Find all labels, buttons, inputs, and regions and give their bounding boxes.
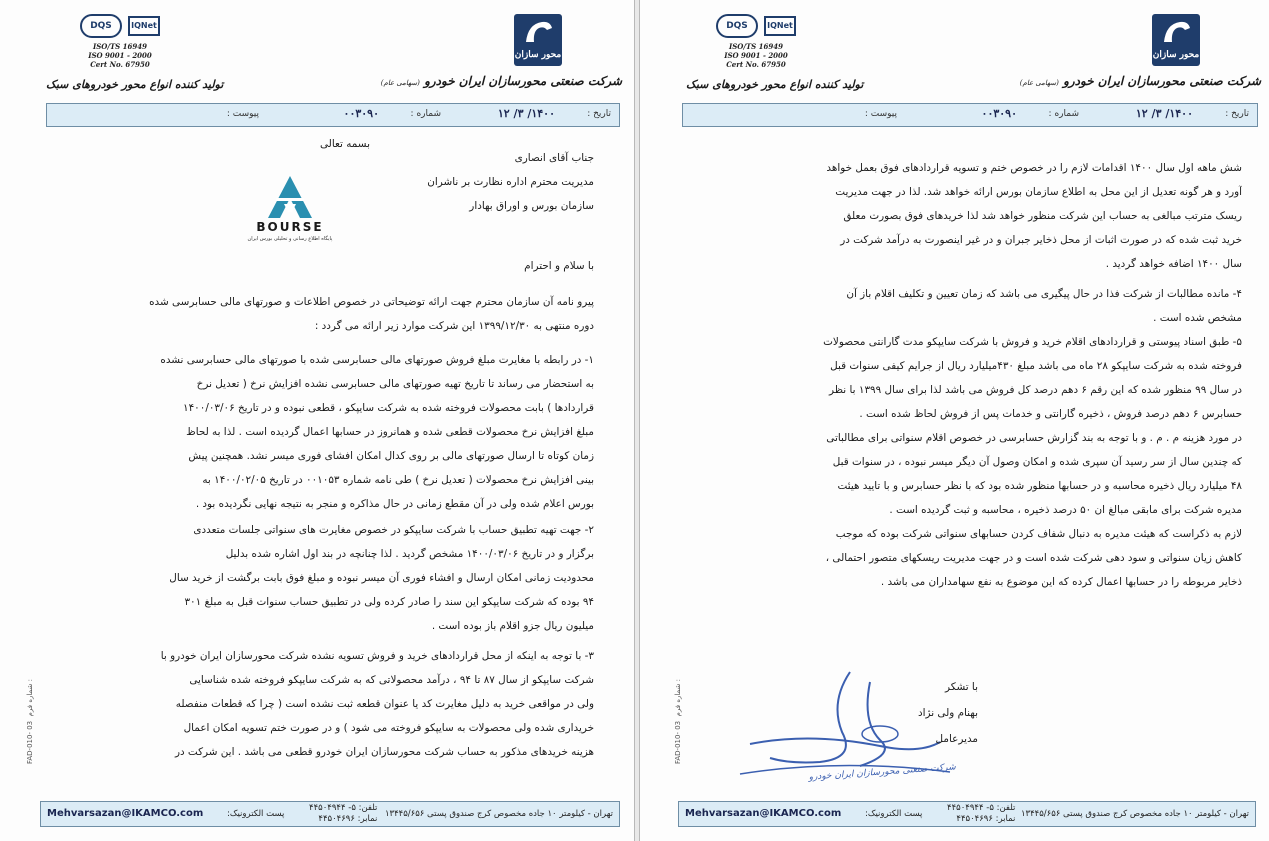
- text-line: ۴- مانده مطالبات از شرکت فذا در حال پیگیری می باشد که زمان تعیین و تکلیف اقلام باز آن: [846, 288, 1242, 300]
- company-slogan: تولید کننده انواع محور خودروهای سبک: [46, 78, 224, 91]
- item-1: [46, 348, 594, 516]
- intro-paragraph: [46, 290, 594, 338]
- text-line: ۴۸ میلیارد ریال ذخیره محاسبه و در حسابها منظور شده بود که با نظر حسابرس و با تایید هیئت: [837, 480, 1242, 492]
- text-line: مبلغ افزایش نرخ محصولات قطعی شده و همانروز در حسابها اعمال گردیده است . لذا به لحاظ: [186, 426, 594, 438]
- text-line: در سال ۹۹ منظور شده که این رقم ۶ دهم درصد کل فروش می باشد لذا برای سال ۱۳۹۹ با نظر: [829, 384, 1242, 396]
- number-value: ۰۰۳۰۹۰: [343, 107, 379, 120]
- footer-phone: تلفن: ۵- ۴۴۵۰۴۹۴۴: [947, 803, 1016, 813]
- text-line: ریسک مترتب مبالغی به حساب این شرکت منظور خواهد شد لذا خریدهای فوق بصورت معلق: [843, 210, 1242, 222]
- dqs-logo: DQS: [716, 14, 758, 38]
- closing-text: با تشکر: [945, 681, 978, 693]
- item-2: [46, 518, 594, 638]
- company-stamp: شرکت صنعتی محورسازان ایران خودرو: [808, 762, 957, 783]
- text-line: که چندین سال از سر رسید آن سپری شده و امکان وصول آن دیگر میسر نبوده ، در سنوات قبل: [832, 456, 1242, 468]
- iso-line: ISO 9001 - 2000: [724, 51, 788, 60]
- recipient-line: سازمان بورس و اوراق بهادار: [469, 200, 594, 212]
- company-name: [381, 74, 622, 88]
- text-line: مدیره شرکت برای مابقی مبالغ ان ۵۰ درصد ذخیره ، محاسبه و ثبت گردیده است .: [889, 504, 1242, 516]
- text-line: ۹۴ بوده که شرکت سایپکو این سند را صادر کرده ولی در تطبیق حساب سنوات قبل به مبلغ ۳۰۱: [184, 596, 594, 608]
- text-line: قراردادها ) بابت محصولات فروخته شده به شرکت سایپکو ، قطعی نبوده و در تاریخ ۱۴۰۰/۰۳/۰۶: [183, 402, 594, 414]
- text-line: فروخته شده به شرکت سایپکو ۲۸ ماه می باشد مبلغ ۴۳۰میلیارد ریال از جرایم کیفی سنوات قبل: [830, 360, 1242, 372]
- text-line: شرکت سایپکو از سال ۸۷ تا ۹۴ ، درآمد محصولاتی که به شرکت سایپکو فروخته شده شناسایی: [189, 674, 594, 686]
- footer-email-label: پست الکترونیک:: [227, 809, 285, 819]
- date-value: ۱۴۰۰/ ۳/ ۱۲: [497, 107, 555, 120]
- footer-email: Mehvarsazan@IKAMCO.com: [685, 808, 842, 819]
- attachment-label: پیوست :: [226, 109, 259, 119]
- company-name-text: شرکت صنعتی محورسازان ایران خودرو: [1063, 74, 1261, 88]
- text-line: به استحضار می رساند تا تاریخ تهیه صورتهای مالی حسابرسی نشده افزایش نرخ ( تعدیل نرخ: [196, 378, 594, 390]
- iso-block: [60, 42, 180, 69]
- bourse-logo: [240, 174, 340, 246]
- text-line: ۵- طبق اسناد پیوستی و قراردادهای اقلام خرید و فروش با شرکت سایپکو مدت گارانتی محصولات: [823, 336, 1242, 348]
- certification-logos: [716, 14, 796, 38]
- footer-address: تهران - کیلومتر ۱۰ جاده مخصوص کرج صندوق پستی ۱۳۴۴۵/۶۵۶: [384, 809, 613, 819]
- greeting-text: با سلام و احترام: [524, 260, 594, 272]
- horse-emblem-icon: [514, 14, 562, 48]
- text-line: کاهش زیان سنواتی و سود دهی شرکت شده است و در جهت مدیریت ریسکهای متصور احتمالی ،: [825, 552, 1242, 564]
- recipient-line: جناب آقای انصاری: [514, 152, 594, 164]
- bourse-emblem-icon: [240, 174, 340, 222]
- text-line: حسابرس ۶ دهم درصد فروش ، ذخیره گارانتی و خدمات پس از فروش لحاظ شده است .: [859, 408, 1242, 420]
- text-line: مشخص شده است .: [1153, 312, 1242, 324]
- date-value: ۱۴۰۰/ ۳/ ۱۲: [1135, 107, 1193, 120]
- letter-page-1: [0, 0, 634, 841]
- text-line: ولی در مواقعی خرید به دلیل مغایرت کد یا عنوان قطعه ثبت نشده است ( چرا که قطعات منفصله: [175, 698, 594, 710]
- number-value: ۰۰۳۰۹۰: [981, 107, 1017, 120]
- text-line: سال ۱۴۰۰ اضافه خواهد گردید .: [1105, 258, 1242, 270]
- letter-page-2: [640, 0, 1269, 841]
- footer-fax: نمابر: ۴۴۵۰۴۶۹۶: [318, 814, 378, 824]
- footer-phones: [947, 803, 1015, 825]
- logo-title: محور سازان: [1152, 50, 1200, 60]
- text-line: لازم به ذکراست که هیئت مدیره به دنبال شفاف کردن حسابهای سنواتی شرکت بوده که موجب: [835, 528, 1242, 540]
- text-line: بورس اعلام شده ولی در آن مقطع زمانی در حال مذاکره و منجر به نتیجه نهایی نگردیده بود .: [195, 498, 594, 510]
- company-type: (سهامی عام): [380, 79, 420, 87]
- iso-line: ISO/TS 16949: [92, 42, 148, 51]
- basmala: بسمه تعالی: [320, 138, 370, 150]
- text-line: آورد و هر گونه تعدیل از این محل به اطلاع سازمان بورس ارائه خواهد شد. لذا در جهت مدیریت: [835, 186, 1242, 198]
- text-line: دوره منتهی به ۱۳۹۹/۱۲/۳۰ این شرکت موارد زیر ارائه می گردد :: [314, 320, 594, 332]
- text-line: ۱- در رابطه با مغایرت مبلغ فروش صورتهای مالی حسابرسی شده با صورتهای مالی حسابرسی نشده: [160, 354, 594, 366]
- item-5: [712, 330, 1242, 594]
- form-code-label: شماره فرم :: [674, 678, 682, 717]
- item-4: [712, 282, 1242, 330]
- footer-email-label: پست الکترونیک:: [865, 809, 923, 819]
- text-line: زمان کوتاه تا ارسال صورتهای مالی بر روی کدال امکان افشای فوری میسر نشد. همچنین پیش: [188, 450, 594, 462]
- bourse-logo-name: BOURSE: [256, 220, 324, 234]
- footer-address: تهران - کیلومتر ۱۰ جاده مخصوص کرج صندوق پستی ۱۳۴۴۵/۶۵۶: [1020, 809, 1249, 819]
- footer-phone: تلفن: ۵- ۴۴۵۰۴۹۴۴: [309, 803, 378, 813]
- text-line: هزینه خریدهای مذکور به حساب شرکت محورسازان ایران خودرو قطعی می باشد . این شرکت در: [174, 746, 594, 758]
- bourse-logo-subtitle: پایگاه اطلاع رسانی و تحلیلی بورس ایران: [247, 236, 333, 242]
- letter-footer: [678, 801, 1256, 827]
- iso-line: Cert No. 67950: [726, 60, 786, 69]
- text-line: برگزار و در تاریخ ۱۴۰۰/۰۳/۰۶ مشخص گردید . لذا چنانچه در بند اول اشاره شده بدلیل: [225, 548, 594, 560]
- company-type: (سهامی عام): [1019, 79, 1059, 87]
- item-3: [46, 644, 594, 764]
- horse-emblem-icon: [1152, 14, 1200, 48]
- date-label: تاریخ :: [1225, 109, 1249, 119]
- text-line: در مورد هزینه م . م . و با توجه به بند گزارش حسابرسی در خصوص اقلام سنواتی برای مطالباتی: [826, 432, 1242, 444]
- text-line: پیرو نامه آن سازمان محترم جهت ارائه توضیحاتی در خصوص اطلاعات و صورتهای مالی حسابرسی شده: [149, 296, 594, 308]
- attachment-label: پیوست :: [864, 109, 897, 119]
- number-label: شماره :: [410, 109, 441, 119]
- dqs-logo: DQS: [80, 14, 122, 38]
- iso-line: Cert No. 67950: [90, 60, 150, 69]
- text-line: ۳- با توجه به اینکه از محل قراردادهای خرید و فروش تسویه نشده شرکت محورسازان ایران خودرو با: [160, 650, 594, 662]
- company-logo: [1152, 14, 1200, 66]
- iso-line: ISO 9001 - 2000: [88, 51, 152, 60]
- text-line: خرید ثبت شده که در صورت اثبات از محل ذخایر جبران و در غیر اینصورت به درآمد شرکت در: [840, 234, 1242, 246]
- text-line: شش ماهه اول سال ۱۴۰۰ اقدامات لازم را در خصوص ختم و تسویه قراردادهای فوق بعمل خواهد: [826, 162, 1242, 174]
- form-code-value: FAD-010- 03: [26, 720, 34, 764]
- footer-email: Mehvarsazan@IKAMCO.com: [47, 808, 204, 819]
- letter-info-bar: [682, 103, 1258, 127]
- footer-fax: نمابر: ۴۴۵۰۴۶۹۶: [956, 814, 1016, 824]
- signature-block: [890, 674, 978, 752]
- text-line: ۲- جهت تهیه تطبیق حساب با شرکت سایپکو در خصوص مغایرت های سنواتی جلسات متعددی: [193, 524, 594, 536]
- form-code-value: FAD-010- 03: [674, 720, 682, 764]
- text-line: میلیون ریال جزو اقلام باز بوده است .: [431, 620, 594, 632]
- form-code: [26, 679, 34, 764]
- certification-logos: [80, 14, 160, 38]
- signer-title: مدیرعامل: [935, 733, 978, 745]
- iqnet-logo: IQNet: [128, 16, 160, 36]
- continued-paragraph: [712, 156, 1242, 276]
- letter-footer: [40, 801, 620, 827]
- form-code-label: شماره فرم :: [26, 678, 34, 717]
- text-line: محدودیت زمانی امکان ارسال و افشاء فوری آن میسر نبوده و مبلغ فوق بابت برگشت از خرید سال: [169, 572, 594, 584]
- number-label: شماره :: [1048, 109, 1079, 119]
- signer-name: بهنام ولی نژاد: [917, 707, 978, 719]
- date-label: تاریخ :: [587, 109, 611, 119]
- text-line: ذخایر مربوطه را در حسابها اعمال کرده که این موضوع به نفع سهامداران می باشد .: [880, 576, 1242, 588]
- iso-block: [696, 42, 816, 69]
- footer-phones: [309, 803, 377, 825]
- letter-info-bar: [46, 103, 620, 127]
- text-line: خریداری شده ولی محصولات به سایپکو فروخته می شود ) و در صورت ختم تسویه امکان اعمال: [183, 722, 594, 734]
- company-name: [1020, 74, 1261, 88]
- iqnet-logo: IQNet: [764, 16, 796, 36]
- recipient-line: مدیریت محترم اداره نظارت بر ناشران: [427, 176, 594, 188]
- iso-line: ISO/TS 16949: [728, 42, 784, 51]
- logo-title: محور سازان: [514, 50, 562, 60]
- company-name-text: شرکت صنعتی محورسازان ایران خودرو: [424, 74, 622, 88]
- text-line: بینی افزایش نرخ محصولات ( تعدیل نرخ ) طی نامه شماره ۰۰۱۰۵۳ در تاریخ ۱۴۰۰/۰۲/۰۵ به: [202, 474, 594, 486]
- greeting: [294, 254, 594, 278]
- company-slogan: تولید کننده انواع محور خودروهای سبک: [686, 78, 864, 91]
- form-code: [674, 679, 682, 764]
- company-logo: [514, 14, 562, 66]
